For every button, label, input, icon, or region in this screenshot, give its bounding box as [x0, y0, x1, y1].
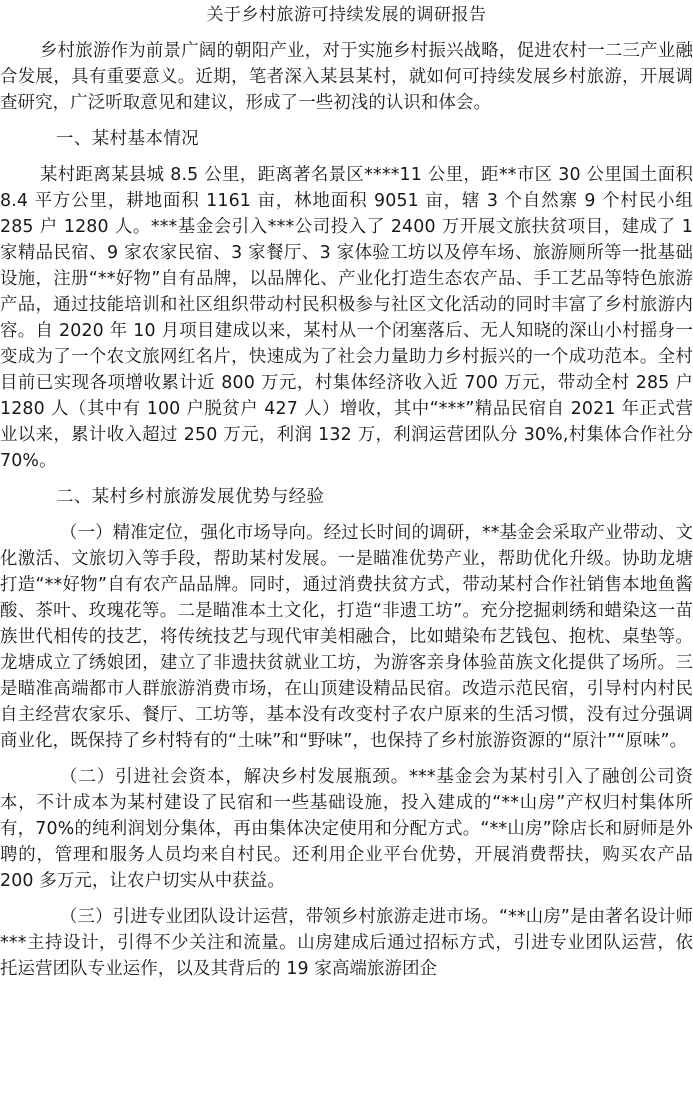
- document-body: [0, 38, 693, 992]
- section-heading-advantages: 二、某村乡村旅游发展优势与经验: [56, 487, 325, 507]
- basic-info-paragraph: 某村距离某县城 8.5 公里，距离著名景区****11 公里，距**市区 30 公里国土面积 8.4 平方公里，耕地面积 1161 亩，林地面积 9051 亩，辖 3 个自然寨 9 个村民小组 285 户 1280 人。***基金会引入***公司投入了 2400 万开展文旅扶贫项目，建成了 1 家精品民宿、9 家农家民宿、3 家餐厅、3 家体验工坊以及停车场、旅游厕所等一批基础设施，注册“**好物”自有品牌，以品牌化、产业化打造生态农产品、手工艺品等特色旅游产品，通过技能培训和社区组织带动村民积极参与社区文化活动的同时丰富了乡村旅游内容。自 2020 年 10 月项目建成以来，某村从一个闭塞落后、无人知晓的深山小村摇身一变成为了一个农文旅网红名片，快速成为了社会力量助力乡村振兴的一个成功范本。全村目前已实现各项增收累计近 800 万元，村集体经济收入近 700 万元，带动全村 285 户 1280 人（其中有 100 户脱贫户 427 人）增收，其中“***”精品民宿自 2021 年正式营业以来，累计收入超过 250 万元，利润 132 万，利润运营团队分 30%,村集体合作社分 70%。: [0, 165, 693, 471]
- advantage-paragraph-3: （三）引进专业团队设计运营，带领乡村旅游走进市场。“**山房”是由著名设计师***主持设计，引得不少关注和流量。山房建成后通过招标方式，引进专业团队运营，依托运营团队专业运作，以及其背后的 19 家高端旅游团企: [0, 907, 693, 979]
- advantage-paragraph-1: （一）精准定位，强化市场导向。经过长时间的调研，**基金会采取产业带动、文化激活、文旅切入等手段，帮助某村发展。一是瞄准优势产业，帮助优化升级。协助龙塘打造“**好物”自有农产品品牌。同时，通过消费扶贫方式，带动某村合作社销售本地鱼酱酸、茶叶、玫瑰花等。二是瞄准本土文化，打造“非遗工坊”。充分挖掘刺绣和蜡染这一苗族世代相传的技艺，将传统技艺与现代审美相融合，比如蜡染布艺钱包、抱枕、桌垫等。龙塘成立了绣娘团，建立了非遗扶贫就业工坊，为游客亲身体验苗族文化提供了场所。三是瞄准高端都市人群旅游消费市场，在山顶建设精品民宿。改造示范民宿，引导村内村民自主经营农家乐、餐厅、工坊等，基本没有改变村子农户原来的生活习惯，没有过分强调商业化，既保持了乡村特有的“土味”和“野味”，也保持了乡村旅游资源的“原汁”“原味”。: [0, 523, 693, 751]
- document-title: 关于乡村旅游可持续发展的调研报告: [206, 5, 487, 25]
- intro-paragraph: 乡村旅游作为前景广阔的朝阳产业，对于实施乡村振兴战略，促进农村一二三产业融合发展，具有重要意义。近期，笔者深入某县某村，就如何可持续发展乡村旅游，开展调查研究，广泛听取意见和建议，形成了一些初浅的认识和体会。: [0, 41, 693, 113]
- advantage-paragraph-2: （二）引进社会资本，解决乡村发展瓶颈。***基金会为某村引入了融创公司资本，不计成本为某村建设了民宿和一些基础设施，投入建成的“**山房”产权归村集体所有，70%的纯利润划分集体，再由集体决定使用和分配方式。“**山房”除店长和厨师是外聘的，管理和服务人员均来自村民。还利用企业平台优势，开展消费帮扶，购买农产品 200 多万元，让农户切实从中获益。: [0, 767, 693, 891]
- section-heading-basic-info: 一、某村基本情况: [56, 129, 200, 149]
